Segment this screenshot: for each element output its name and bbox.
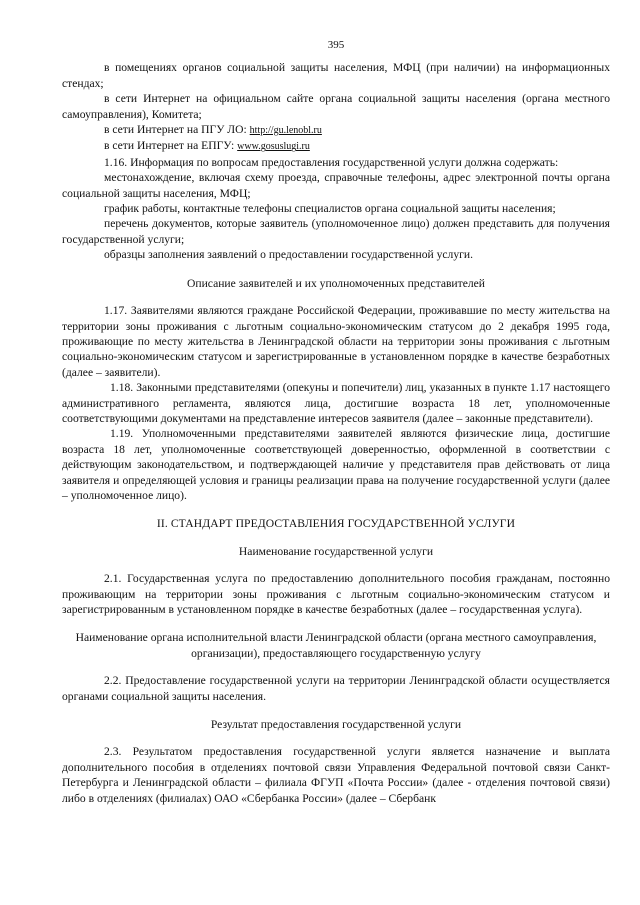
text-line-official-site: в сети Интернет на официальном сайте органа социальной защиты населения (органа местного самоуправления), Комитета; xyxy=(62,92,610,121)
page-number: 395 xyxy=(327,39,345,51)
text-line-schedule: график работы, контактные телефоны специалистов органа социальной защиты населения; xyxy=(104,202,556,216)
pgu-link[interactable]: http://gu.lenobl.ru xyxy=(249,125,322,137)
section-title-standard: II. СТАНДАРТ ПРЕДОСТАВЛЕНИЯ ГОСУДАРСТВЕННОЙ УСЛУГИ xyxy=(156,517,516,531)
epgu-link[interactable]: www.gosuslugi.ru xyxy=(237,141,310,153)
epgu-label: в сети Интернет на ЕПГУ: xyxy=(104,139,238,153)
paragraph-1-17: 1.17. Заявителями являются граждане Российской Федерации, проживавшие по месту жительства на территории зоны проживания с льготным социально-экономическим статусом до 2 декабря 1995 года, проживающие по месту жительства в Ленинградской области на территории зоны проживания с льготным социально-экономическим статусом и зарегистрированные в установленном порядке в качестве безработных (далее – заявители). xyxy=(62,304,610,379)
text-line-location: местонахождение, включая схему проезда, справочные телефоны, адрес электронной почты органа социальной защиты населения, МФЦ; xyxy=(62,171,610,200)
pgu-label: в сети Интернет на ПГУ ЛО: xyxy=(104,123,250,137)
heading-service-name: Наименование государственной услуги xyxy=(238,544,434,558)
text-line-pgu xyxy=(62,122,610,138)
paragraph-1-19: 1.19. Уполномоченными представителями заявителей являются физические лица, достигшие возраста 18 лет, уполномоченные соответствующей доверенностью, оформленной в соответствии с действующим законодательством, и подтверждающей наличие у представителя прав действовать от лица заявителя и определяющей условия и границы реализации права на получение государственной услуги (далее – уполномоченное лицо). xyxy=(62,427,610,502)
text-line-stands: в помещениях органов социальной защиты населения, МФЦ (при наличии) на информационных стендах; xyxy=(62,61,610,90)
paragraph-2-3: 2.3. Результатом предоставления государственной услуги является назначение и выплата дополнительного пособия в отделениях почтовой связи Управления Федеральной почтовой связи Санкт-Петербурга и Ленинградской области – филиала ФГУП «Почта России» (далее - отделения почтовой связи) либо в отделениях (филиалах) ОАО «Сбербанка России» (далее – Сбербанк xyxy=(62,745,610,805)
text-line-epgu xyxy=(62,138,610,154)
paragraph-2-1: 2.1. Государственная услуга по предоставлению дополнительного пособия гражданам, постоянно проживающим на территории зоны проживания с льготным социально-экономическим статусом и зарегистрированным в установленном порядке в качестве безработных (далее – государственная услуга). xyxy=(62,572,610,616)
text-line-1-16: 1.16. Информация по вопросам предоставления государственной услуги должна содержать: xyxy=(104,155,559,169)
heading-authority: Наименование органа исполнительной власти Ленинградской области (органа местного самоуправления, организации), предоставляющего государственную услугу xyxy=(75,631,597,660)
text-line-samples: образцы заполнения заявлений о предоставлении государственной услуги. xyxy=(104,248,473,262)
paragraph-2-2: 2.2. Предоставление государственной услуги на территории Ленинградской области осуществляется органами социальной защиты населения. xyxy=(62,674,610,703)
heading-result: Результат предоставления государственной услуги xyxy=(210,718,462,732)
text-line-documents: перечень документов, которые заявитель (уполномоченное лицо) должен представить для получения государственной услуги; xyxy=(62,217,610,246)
heading-applicants: Описание заявителей и их уполномоченных представителей xyxy=(187,276,485,290)
paragraph-1-18: 1.18. Законными представителями (опекуны и попечители) лиц, указанных в пункте 1.17 настоящего административного регламента, являются лица, достигшие возраста 18 лет, уполномоченные соответствующими документами на представление интересов заявителя (далее – законные представители). xyxy=(62,381,610,425)
